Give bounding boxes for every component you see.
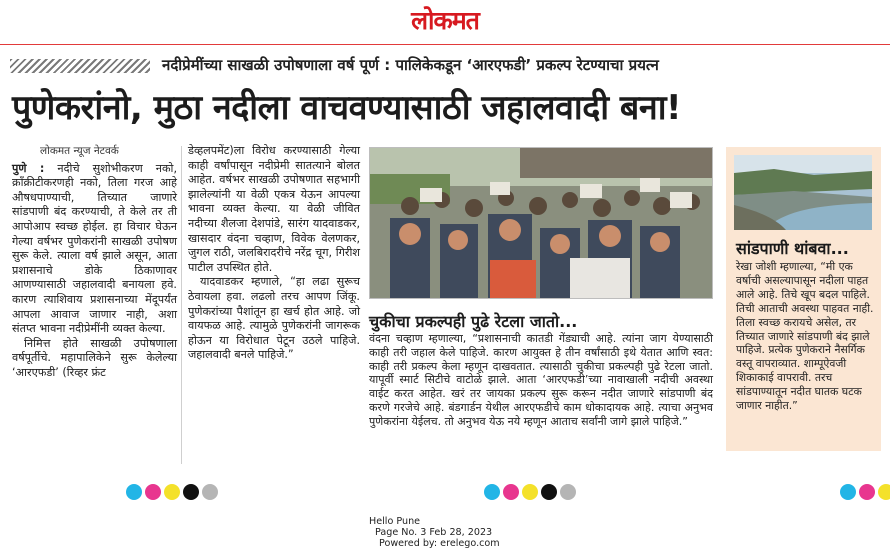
sidebar-box <box>726 147 881 451</box>
kicker-bar <box>10 53 878 79</box>
article-column-3 <box>369 332 713 429</box>
registration-dot-yellow <box>164 484 180 500</box>
registration-dot-cyan <box>840 484 856 500</box>
color-registration-marks <box>126 484 218 500</box>
registration-dot-yellow <box>878 484 890 500</box>
page-footer <box>369 516 529 549</box>
page-date: Page No. 3 Feb 28, 2023 <box>375 527 493 538</box>
river-photo <box>734 155 872 230</box>
paragraph: यादवाडकर म्हणाले, “हा लढा सुरूच ठेवायला हवा. लढलो तरच आपण जिंकू. पुणेकरांच्या पैशांतून हा खर्च होत आहे. जो वायफळ आहे. त्यामुळे पुणेकरांनी जागरूक होऊन या विरोधात पेटून उठले पाहिजे. जहालवादी बनले पाहिजे.” <box>188 275 360 362</box>
registration-dot-cyan <box>126 484 142 500</box>
photo-caption: चुकीचा प्रकल्पही पुढे रेटला जातो... <box>369 312 578 331</box>
byline: लोकमत न्यूज नेटवर्क <box>40 145 119 157</box>
protest-photo-illustration <box>370 148 713 299</box>
registration-dot-grey <box>560 484 576 500</box>
masthead-rule <box>0 44 890 45</box>
river-photo-illustration <box>734 155 872 230</box>
sidebar-body: रेखा जोशी म्हणाल्या, “मी एक वर्षाची असल्यापासून नदीला पाहत आले आहे. तिचे खूप बदल पाहिले. तिची आताची अवस्था पाहवत नाही. तिला स्वच्छ करायचे असेल, तर तिच्यात जाणारे सांडपाणी बंद झाले पाहिजे. प्रत्येक पुणेकराने नैसर्गिक वस्तू वापराव्यात. शाम्पूऐवजी शिकाकाई वापरावी. तरच सांडपाण्यातून नदीत घातक घटक जाणार नाहीत.” <box>736 260 874 413</box>
hatch-decoration <box>10 59 150 73</box>
registration-dot-magenta <box>503 484 519 500</box>
color-registration-marks <box>840 484 890 500</box>
paragraph: वंदना चव्हाण म्हणाल्या, “प्रशासनाची कातडी गेंड्याची आहे. त्यांना जाग येण्यासाठी काही तरी जहाल केले पाहिजे. कारण आयुक्त हे तीन वर्षांसाठी इथे येतात आणि स्वत: काही तरी प्रकल्प केला म्हणून दाखवतात. त्यासाठी चुकीचा प्रकल्पही पुढे रेटला जातो. यापूर्वी स्मार्ट सिटीचे वाटोळे झाले. आता ‘आरएफडी’च्या नावाखाली नदीची अवस्था वाईट करत आहेत. खरं तर जायका प्रकल्प सुरू करून नदीत जाणारे सांडपाणी बंद करणे गरजेचे आहे. बंडगार्डन येथील आरएफडीचे काम धोकादायक आहे. त्याचा अनुभव पुणेकरांना येईलच. तो अनुभव येऊ नये म्हणून आताच सर्वांनी जागे झाले पाहिजे.” <box>369 332 713 428</box>
registration-dot-grey <box>202 484 218 500</box>
paragraph: निमित्त होते साखळी उपोषणाला वर्षपूर्तीचे. महापालिकेने सुरू केलेल्या ‘आरएफडी’ (रिव्हर फ्रंट <box>12 336 177 379</box>
powered-by: Powered by: erelego.com <box>379 538 500 549</box>
registration-dot-yellow <box>522 484 538 500</box>
masthead <box>0 0 890 46</box>
registration-dot-magenta <box>859 484 875 500</box>
headline: पुणेकरांनो, मुठा नदीला वाचवण्यासाठी जहालवादी बना! <box>12 88 682 128</box>
registration-dot-black <box>541 484 557 500</box>
registration-dot-magenta <box>145 484 161 500</box>
registration-dot-cyan <box>484 484 500 500</box>
color-registration-marks <box>484 484 576 500</box>
paragraph: डेव्हलपमेंट)ला विरोध करण्यासाठी गेल्या काही वर्षांपासून नदीप्रेमी सातत्याने बोलत आहेत. वर्षभर साखळी उपोषणात सहभागी झालेल्यांनी या वेळी एकत्र येऊन आपल्या भावना व्यक्त केल्या. या वेळी जीवित नदीच्या शैलजा देशपांडे, सारंग यादवाडकर, खासदार वंदना चव्हाण, विवेक वेलणकर, जुगल राठी, जलबिरादरीचे नरेंद्र चूग, गिरीश पाटील उपस्थित होते. <box>188 144 360 274</box>
dateline: पुणे : <box>12 161 45 175</box>
protest-photo <box>369 147 713 299</box>
article-column-2 <box>188 144 360 363</box>
edition-name: Hello Pune <box>369 516 421 527</box>
sidebar-title: सांडपाणी थांबवा... <box>736 239 849 258</box>
paragraph: पुणे : नदीचे सुशोभीकरण नको, क्रॉंक्रीटीकरणही नको, तिला गरज आहे औषधपाण्याची, तिच्यात जाणारे सांडपाणी बंद करण्याची, ते केले तर ती आपोआप स्वच्छ होईल. हा विचार घेऊन गेल्या वर्षभर पुणेकरांनी साखळी उपोषण सुरू केले. त्याला वर्ष झाले असून, आता प्रशासनाचे डोके ठिकाणावर आणण्यासाठी जहालवादी बनायला हवे. कारण त्याशिवाय प्रशासनाच्या मेंदूपर्यंत आपला आवाज जाणार नाही, अशा संतप्त भावना नदीप्रेमींनी व्यक्त केल्या. <box>12 161 178 336</box>
column-divider <box>181 146 182 464</box>
newspaper-logo: लोकमत <box>411 6 479 35</box>
registration-dot-black <box>183 484 199 500</box>
article-column-1 <box>12 144 177 381</box>
kicker-text: नदीप्रेमींच्या साखळी उपोषणाला वर्ष पूर्ण : पालिकेकडून ‘आरएफडी’ प्रकल्प रेटण्याचा प्रयत्न <box>162 56 659 74</box>
